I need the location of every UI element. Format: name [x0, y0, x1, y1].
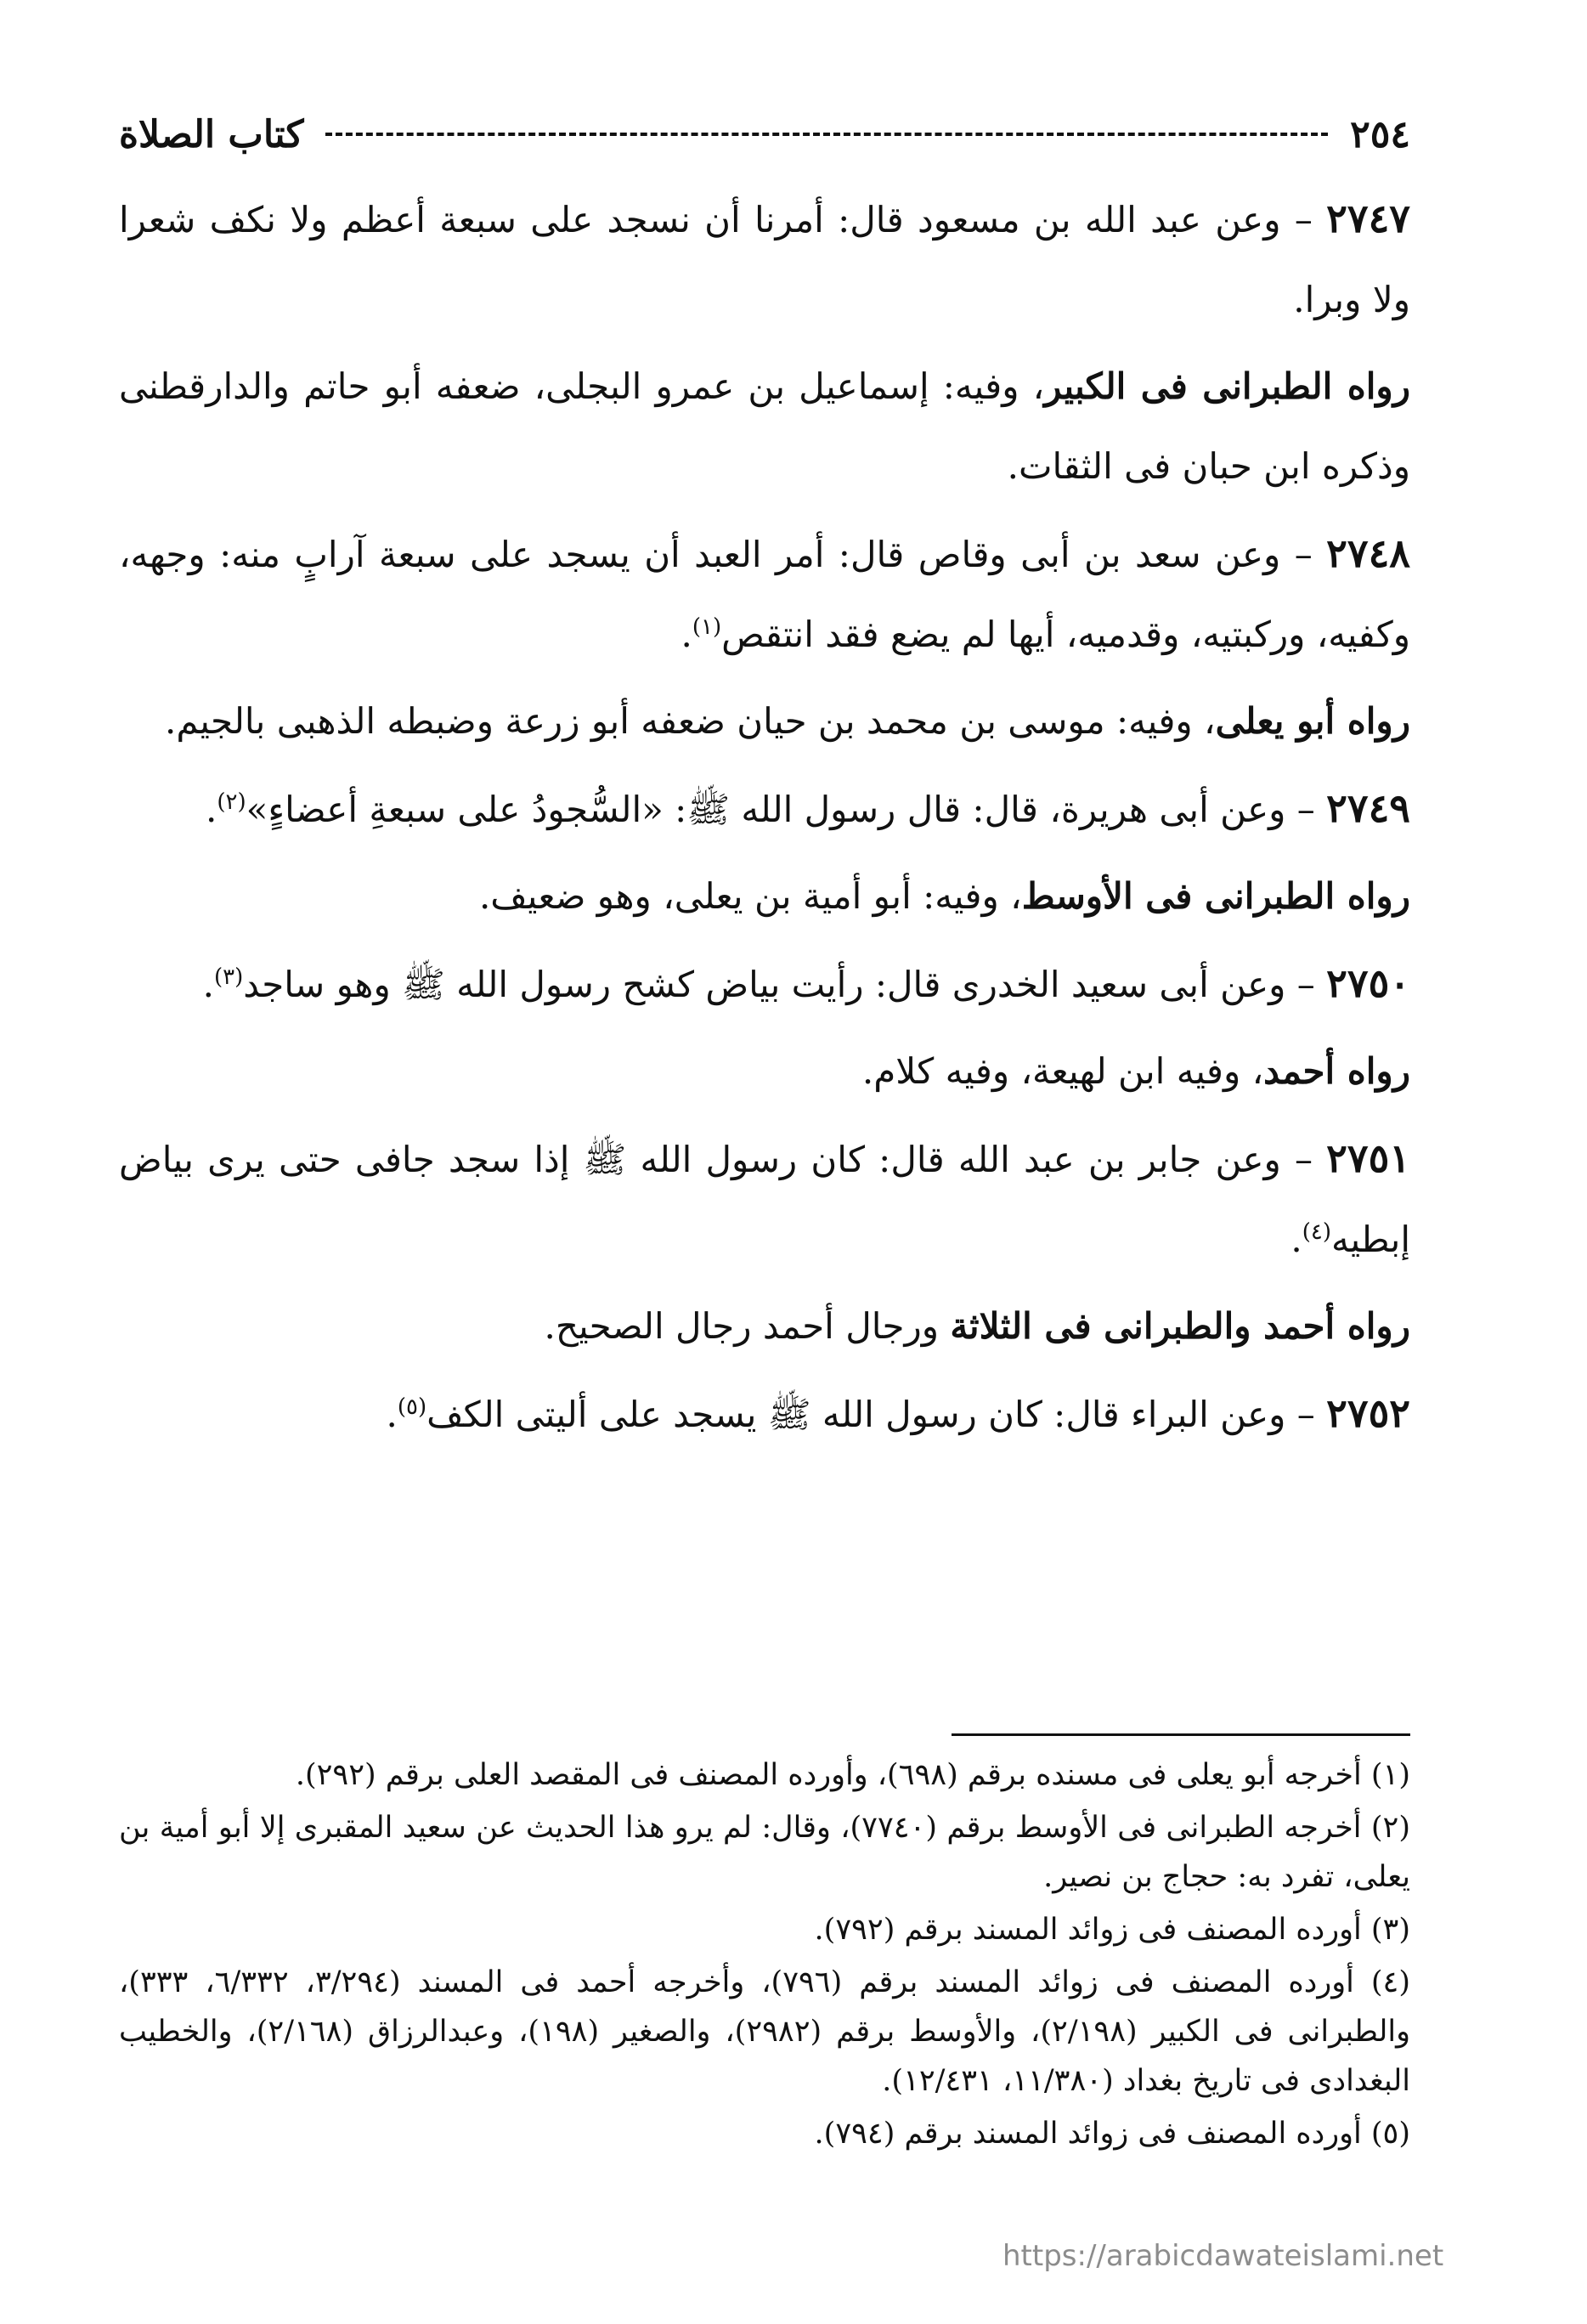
hadith-entry [119, 1118, 1410, 1280]
footnote-separator [952, 1733, 1410, 1736]
hadith-entry [119, 768, 1410, 850]
narrator-source: رواه أحمد [1263, 1050, 1410, 1092]
footnote: (٣) أورده المصنف فى زوائد المسند برقم (٧٩٢). [814, 1913, 1410, 1947]
book-title: كتاب الصلاة [119, 112, 304, 156]
hadith-number: ٢٧٥١ [1326, 1135, 1410, 1181]
narrator-source: رواه أحمد والطبرانى فى الثلاثة [950, 1305, 1410, 1347]
hadith-end: . [681, 614, 692, 655]
narration-text: ، وفيه: أبو أمية بن يعلى، وهو ضعيف. [478, 875, 1022, 917]
header-divider [325, 133, 1328, 136]
footnote: (٤) أورده المصنف فى زوائد المسند برقم (٧٩٦)، وأخرجه أحمد فى المسند (٣/٢٩٤، ٦/٣٣٢، ٣٣٣)، والطبرانى فى الكبير (٢/١٩٨)، والأوسط برقم (٢٩٨٢)، والصغير (١٩٨)، وعبدالرزاق (٢/١٦٨)، والخطيب البغدادى فى تاريخ بغداد (١١/٣٨٠، ١٢/٤٣١). [119, 1965, 1410, 2098]
hadith-end: . [386, 1394, 398, 1435]
hadith-entry [119, 1373, 1410, 1455]
narration-text: ، وفيه: موسى بن محمد بن حيان ضعفه أبو زرعة وضبطه الذهبى بالجيم. [165, 700, 1216, 742]
hadith-text: – وعن أبى هريرة، قال: قال رسول الله ﷺ: «السُّجودُ على سبعةِ أعضاءٍ» [246, 789, 1315, 830]
footnote-marker: (٣) [213, 964, 244, 990]
footnote-marker: (٤) [1302, 1219, 1331, 1245]
hadith-number: ٢٧٤٧ [1326, 195, 1410, 241]
source-watermark: https://arabicdawateislami.net [1002, 2239, 1444, 2273]
hadith-end: . [1290, 1219, 1302, 1260]
page-header [119, 100, 1410, 168]
narrator-source: رواه الطبرانى فى الكبير [1044, 365, 1410, 407]
footnote: (٢) أخرجه الطبرانى فى الأوسط برقم (٧٧٤٠)، وقال: لم يرو هذا الحديث عن سعيد المقبرى إلا أبو أمية بن يعلى، تفرد به: حجاج بن نصير. [119, 1811, 1410, 1894]
narration-text: ورجال أحمد رجال الصحيح. [544, 1305, 951, 1347]
hadith-end: . [205, 789, 217, 830]
hadith-entry [119, 178, 1410, 340]
footnotes [119, 1750, 1410, 2162]
narration-text: ، وفيه: إسماعيل بن عمرو البجلى، ضعفه أبو حاتم والدارقطنى وذكره ابن حبان فى الثقات. [119, 365, 1410, 487]
hadith-text: – وعن جابر بن عبد الله قال: كان رسول الله ﷺ إذا سجد جافى حتى يرى بياض إبطيه [119, 1139, 1410, 1260]
hadith-number: ٢٧٤٨ [1326, 530, 1410, 576]
hadith-text: – وعن البراء قال: كان رسول الله ﷺ يسجد على أليتى الكف [426, 1394, 1315, 1435]
hadith-text: – وعن عبد الله بن مسعود قال: أمرنا أن نسجد على سبعة أعظم ولا نكف شعرا ولا وبرا. [119, 199, 1410, 320]
narrator-source: رواه أبو يعلى [1215, 700, 1410, 742]
footnote-marker: (١) [692, 614, 722, 640]
hadith-end: . [202, 964, 214, 1005]
hadith-entry [119, 513, 1410, 675]
page-number: ٢٥٤ [1350, 112, 1410, 156]
narration-text: ، وفيه ابن لهيعة، وفيه كلام. [861, 1050, 1264, 1092]
main-text [119, 178, 1410, 1462]
hadith-text: – وعن أبى سعيد الخدرى قال: رأيت بياض كشح رسول الله ﷺ وهو ساجد [243, 964, 1315, 1005]
narration-note [119, 1286, 1410, 1366]
narration-note [119, 681, 1410, 761]
hadith-number: ٢٧٥٢ [1326, 1390, 1410, 1436]
footnote: (١) أخرجه أبو يعلى فى مسنده برقم (٦٩٨)، وأورده المصنف فى المقصد العلى برقم (٢٩٢). [295, 1758, 1410, 1792]
footnote-marker: (٢) [217, 789, 246, 815]
hadith-entry [119, 943, 1410, 1025]
hadith-number: ٢٧٤٩ [1326, 785, 1410, 831]
footnote: (٥) أورده المصنف فى زوائد المسند برقم (٧٩٤). [814, 2117, 1410, 2151]
narration-note [119, 347, 1410, 506]
hadith-text: – وعن سعد بن أبى وقاص قال: أمر العبد أن يسجد على سبعة آرابٍ منه: وجهه، وكفيه، وركبتيه، وقدميه، أيها لم يضع فقد انتقص [119, 534, 1410, 655]
narration-note [119, 857, 1410, 936]
hadith-number: ٢٧٥٠ [1326, 960, 1410, 1006]
narrator-source: رواه الطبرانى فى الأوسط [1021, 875, 1410, 917]
narration-note [119, 1032, 1410, 1111]
footnote-marker: (٥) [397, 1394, 427, 1420]
